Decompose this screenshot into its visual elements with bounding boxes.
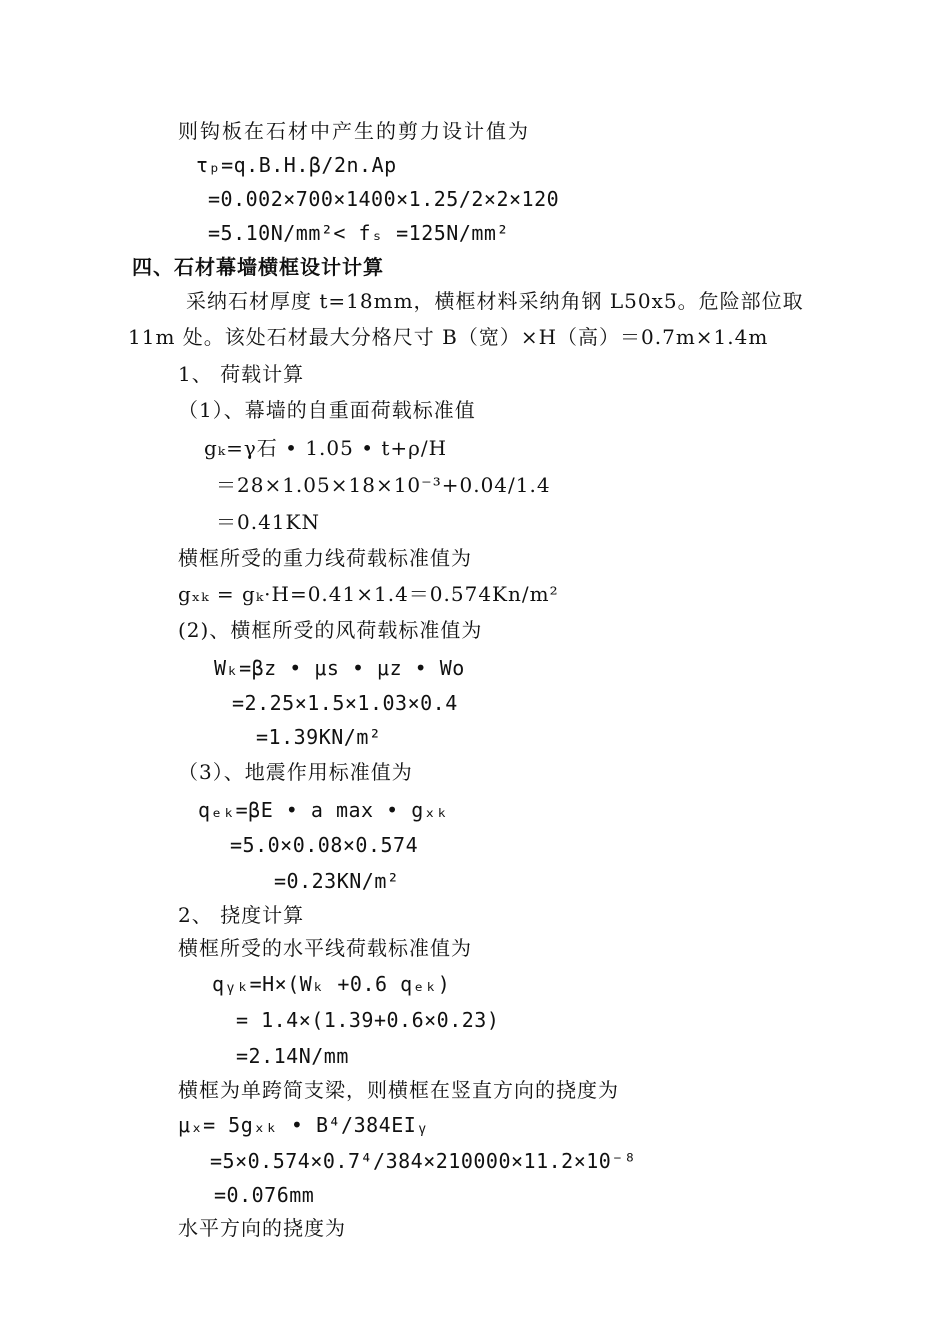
text-line: 11m 处。该处石材最大分格尺寸 B（宽）×H（高）＝0.7m×1.4m	[128, 325, 769, 349]
text-line: (2)、横框所受的风荷载标准值为	[178, 618, 483, 642]
formula-line: τₚ=q.B.H.β/2n.Ap	[196, 153, 397, 177]
text-line: （3）、地震作用标准值为	[178, 760, 413, 784]
formula-line: qᵧₖ=H×(Wₖ +0.6 qₑₖ)	[212, 972, 451, 996]
formula-line: =1.39KN/m²	[256, 725, 382, 749]
text-line: 采纳石材厚度 t=18mm，横框材料采纳角钢 L50x5。危险部位取	[186, 289, 804, 313]
formula-line: =0.002×700×1400×1.25/2×2×120	[208, 187, 560, 211]
formula-line: qₑₖ=βE • a max • gₓₖ	[198, 798, 449, 822]
text-line: 则钩板在石材中产生的剪力设计值为	[178, 119, 530, 143]
text-line: 横框所受的水平线荷载标准值为	[178, 936, 472, 960]
text-line: （1）、幕墙的自重面荷载标准值	[178, 398, 476, 422]
formula-line: μₓ= 5gₓₖ • B⁴/384EIᵧ	[178, 1113, 429, 1137]
formula-line: ＝0.41KN	[216, 510, 320, 534]
formula-line: =5×0.574×0.7⁴/384×210000×11.2×10⁻⁸	[210, 1149, 637, 1173]
formula-line: =5.0×0.08×0.574	[230, 833, 419, 857]
formula-line: =2.25×1.5×1.03×0.4	[232, 691, 458, 715]
section-heading: 四、石材幕墙横框设计计算	[132, 255, 384, 279]
formula-line: gₖ=γ石 • 1.05 • t+ρ/H	[204, 436, 448, 460]
formula-line: =5.10N/mm²< fₛ =125N/mm²	[208, 221, 509, 245]
formula-line: gₓₖ = gₖ·H=0.41×1.4＝0.574Kn/m²	[178, 582, 559, 606]
formula-line: =0.076mm	[214, 1183, 315, 1207]
formula-line: Wₖ=βz • μs • μz • Wo	[214, 656, 465, 680]
text-line: 水平方向的挠度为	[178, 1216, 346, 1240]
subsection-heading: 2、 挠度计算	[178, 903, 305, 927]
formula-line: ＝28×1.05×18×10⁻³+0.04/1.4	[216, 473, 551, 497]
subsection-heading: 1、 荷载计算	[178, 362, 305, 386]
formula-line: =2.14N/mm	[236, 1044, 349, 1068]
text-line: 横框所受的重力线荷载标准值为	[178, 546, 472, 570]
text-line: 横框为单跨简支梁，则横框在竖直方向的挠度为	[178, 1078, 619, 1102]
formula-line: = 1.4×(1.39+0.6×0.23)	[236, 1008, 500, 1032]
formula-line: =0.23KN/m²	[274, 869, 400, 893]
